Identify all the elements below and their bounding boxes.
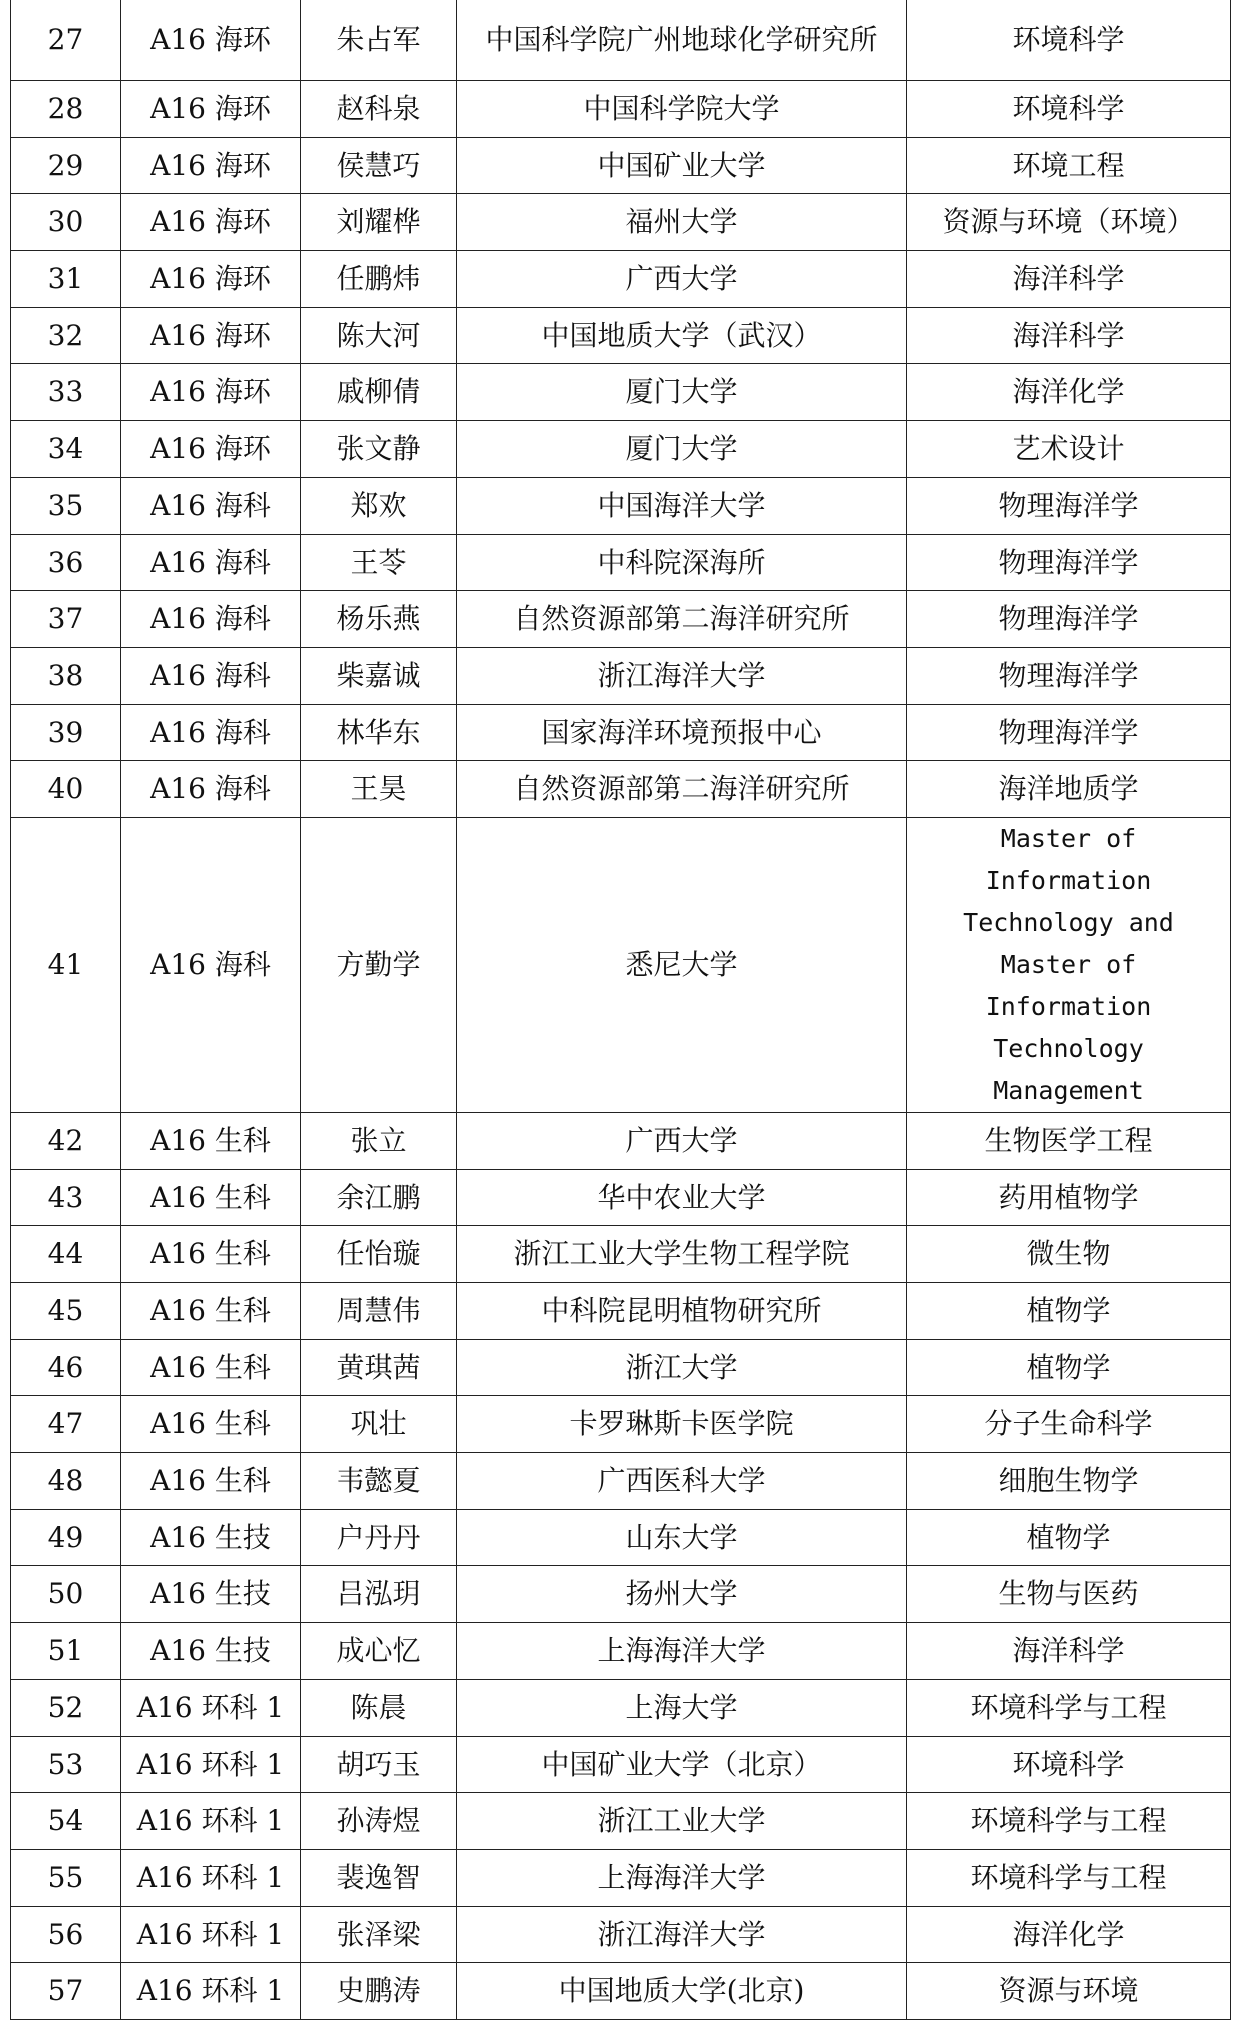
row-number-cell: 45 (11, 1283, 121, 1340)
row-number-cell: 50 (11, 1566, 121, 1623)
school-cell: 自然资源部第二海洋研究所 (457, 761, 907, 818)
table-row (11, 591, 1231, 648)
row-number-cell: 44 (11, 1226, 121, 1283)
major-cell: 植物学 (907, 1283, 1231, 1340)
class-cell: A16 环科 1 (121, 1963, 301, 2020)
school-cell: 广西大学 (457, 1112, 907, 1169)
class-cell: A16 生技 (121, 1509, 301, 1566)
school-cell: 上海大学 (457, 1679, 907, 1736)
major-cell: 生物与医药 (907, 1566, 1231, 1623)
major-cell: 环境科学 (907, 81, 1231, 138)
row-number-cell: 31 (11, 251, 121, 308)
class-cell: A16 海环 (121, 364, 301, 421)
major-cell: 资源与环境（环境） (907, 194, 1231, 251)
major-cell: 环境科学 (907, 1736, 1231, 1793)
school-cell: 广西医科大学 (457, 1453, 907, 1510)
admission-table (10, 0, 1231, 2020)
major-cell: 资源与环境 (907, 1963, 1231, 2020)
major-cell: 海洋科学 (907, 1623, 1231, 1680)
student-name-cell: 陈大河 (301, 307, 457, 364)
school-cell: 浙江工业大学 (457, 1793, 907, 1850)
major-cell: 植物学 (907, 1509, 1231, 1566)
row-number-cell: 46 (11, 1339, 121, 1396)
school-cell: 华中农业大学 (457, 1169, 907, 1226)
student-name-cell: 余江鹏 (301, 1169, 457, 1226)
school-cell: 上海海洋大学 (457, 1623, 907, 1680)
major-cell: 海洋化学 (907, 1906, 1231, 1963)
row-number-cell: 41 (11, 817, 121, 1112)
student-name-cell: 陈晨 (301, 1679, 457, 1736)
table-row (11, 137, 1231, 194)
school-cell: 浙江工业大学生物工程学院 (457, 1226, 907, 1283)
student-name-cell: 柴嘉诚 (301, 647, 457, 704)
major-cell: 环境工程 (907, 137, 1231, 194)
school-cell: 厦门大学 (457, 364, 907, 421)
table-row (11, 817, 1231, 1112)
major-cell: 海洋科学 (907, 307, 1231, 364)
student-name-cell: 周慧伟 (301, 1283, 457, 1340)
table-row (11, 0, 1231, 81)
row-number-cell: 47 (11, 1396, 121, 1453)
row-number-cell: 51 (11, 1623, 121, 1680)
student-name-cell: 侯慧巧 (301, 137, 457, 194)
class-cell: A16 海环 (121, 421, 301, 478)
row-number-cell: 52 (11, 1679, 121, 1736)
school-cell: 上海海洋大学 (457, 1849, 907, 1906)
school-cell: 山东大学 (457, 1509, 907, 1566)
major-cell: 细胞生物学 (907, 1453, 1231, 1510)
class-cell: A16 海科 (121, 704, 301, 761)
class-cell: A16 海环 (121, 307, 301, 364)
student-name-cell: 成心忆 (301, 1623, 457, 1680)
table-row (11, 647, 1231, 704)
table-row (11, 1906, 1231, 1963)
school-cell: 中国科学院大学 (457, 81, 907, 138)
student-name-cell: 郑欢 (301, 477, 457, 534)
school-cell: 中国地质大学（武汉） (457, 307, 907, 364)
class-cell: A16 海科 (121, 817, 301, 1112)
class-cell: A16 海环 (121, 251, 301, 308)
table-row (11, 1453, 1231, 1510)
major-cell: Master of Information Technology and Master of Information Technology Management (907, 817, 1231, 1112)
major-cell: 海洋化学 (907, 364, 1231, 421)
row-number-cell: 49 (11, 1509, 121, 1566)
major-cell: 物理海洋学 (907, 534, 1231, 591)
major-cell: 环境科学 (907, 0, 1231, 81)
major-cell: 植物学 (907, 1339, 1231, 1396)
major-cell: 环境科学与工程 (907, 1849, 1231, 1906)
class-cell: A16 海环 (121, 0, 301, 81)
school-cell: 中科院昆明植物研究所 (457, 1283, 907, 1340)
school-cell: 浙江大学 (457, 1339, 907, 1396)
table-row (11, 1736, 1231, 1793)
major-cell: 分子生命科学 (907, 1396, 1231, 1453)
student-name-cell: 史鹏涛 (301, 1963, 457, 2020)
class-cell: A16 生技 (121, 1566, 301, 1623)
class-cell: A16 生科 (121, 1283, 301, 1340)
row-number-cell: 42 (11, 1112, 121, 1169)
row-number-cell: 48 (11, 1453, 121, 1510)
class-cell: A16 生科 (121, 1169, 301, 1226)
student-name-cell: 吕泓玥 (301, 1566, 457, 1623)
student-name-cell: 任鹏炜 (301, 251, 457, 308)
major-cell: 艺术设计 (907, 421, 1231, 478)
table-row (11, 1793, 1231, 1850)
school-cell: 中国科学院广州地球化学研究所 (457, 0, 907, 81)
school-cell: 自然资源部第二海洋研究所 (457, 591, 907, 648)
class-cell: A16 环科 1 (121, 1736, 301, 1793)
class-cell: A16 生科 (121, 1226, 301, 1283)
class-cell: A16 生技 (121, 1623, 301, 1680)
student-name-cell: 王苓 (301, 534, 457, 591)
row-number-cell: 33 (11, 364, 121, 421)
class-cell: A16 海环 (121, 137, 301, 194)
student-name-cell: 胡巧玉 (301, 1736, 457, 1793)
major-cell: 环境科学与工程 (907, 1793, 1231, 1850)
class-cell: A16 生科 (121, 1112, 301, 1169)
class-cell: A16 环科 1 (121, 1793, 301, 1850)
class-cell: A16 环科 1 (121, 1906, 301, 1963)
table-row (11, 1509, 1231, 1566)
school-cell: 悉尼大学 (457, 817, 907, 1112)
row-number-cell: 29 (11, 137, 121, 194)
major-cell: 微生物 (907, 1226, 1231, 1283)
class-cell: A16 海科 (121, 591, 301, 648)
row-number-cell: 37 (11, 591, 121, 648)
school-cell: 扬州大学 (457, 1566, 907, 1623)
student-name-cell: 戚柳倩 (301, 364, 457, 421)
row-number-cell: 32 (11, 307, 121, 364)
school-cell: 中国矿业大学 (457, 137, 907, 194)
row-number-cell: 43 (11, 1169, 121, 1226)
table-row (11, 477, 1231, 534)
table-row (11, 1963, 1231, 2020)
table-row (11, 1283, 1231, 1340)
student-name-cell: 张泽梁 (301, 1906, 457, 1963)
class-cell: A16 环科 1 (121, 1679, 301, 1736)
major-cell: 药用植物学 (907, 1169, 1231, 1226)
major-cell: 海洋地质学 (907, 761, 1231, 818)
school-cell: 福州大学 (457, 194, 907, 251)
row-number-cell: 38 (11, 647, 121, 704)
student-name-cell: 裴逸智 (301, 1849, 457, 1906)
row-number-cell: 39 (11, 704, 121, 761)
major-cell: 生物医学工程 (907, 1112, 1231, 1169)
row-number-cell: 34 (11, 421, 121, 478)
major-cell: 物理海洋学 (907, 477, 1231, 534)
student-name-cell: 赵科泉 (301, 81, 457, 138)
row-number-cell: 36 (11, 534, 121, 591)
table-row (11, 1339, 1231, 1396)
table-row (11, 1849, 1231, 1906)
table-row (11, 1679, 1231, 1736)
table-row (11, 364, 1231, 421)
table-row (11, 761, 1231, 818)
school-cell: 国家海洋环境预报中心 (457, 704, 907, 761)
school-cell: 广西大学 (457, 251, 907, 308)
student-name-cell: 户丹丹 (301, 1509, 457, 1566)
student-name-cell: 韦懿夏 (301, 1453, 457, 1510)
student-name-cell: 杨乐燕 (301, 591, 457, 648)
student-name-cell: 朱占军 (301, 0, 457, 81)
major-cell: 环境科学与工程 (907, 1679, 1231, 1736)
class-cell: A16 环科 1 (121, 1849, 301, 1906)
table-row (11, 194, 1231, 251)
student-name-cell: 林华东 (301, 704, 457, 761)
row-number-cell: 35 (11, 477, 121, 534)
class-cell: A16 海科 (121, 477, 301, 534)
major-cell: 物理海洋学 (907, 647, 1231, 704)
table-row (11, 251, 1231, 308)
class-cell: A16 海环 (121, 81, 301, 138)
table-row (11, 1623, 1231, 1680)
school-cell: 厦门大学 (457, 421, 907, 478)
school-cell: 浙江海洋大学 (457, 1906, 907, 1963)
student-name-cell: 张文静 (301, 421, 457, 478)
school-cell: 卡罗琳斯卡医学院 (457, 1396, 907, 1453)
table-body (11, 0, 1231, 2019)
table-row (11, 1226, 1231, 1283)
table-row (11, 307, 1231, 364)
school-cell: 中国海洋大学 (457, 477, 907, 534)
major-cell: 海洋科学 (907, 251, 1231, 308)
row-number-cell: 54 (11, 1793, 121, 1850)
student-name-cell: 张立 (301, 1112, 457, 1169)
major-cell: 物理海洋学 (907, 591, 1231, 648)
student-name-cell: 巩壮 (301, 1396, 457, 1453)
class-cell: A16 海环 (121, 194, 301, 251)
student-name-cell: 孙涛煜 (301, 1793, 457, 1850)
row-number-cell: 40 (11, 761, 121, 818)
school-cell: 浙江海洋大学 (457, 647, 907, 704)
row-number-cell: 55 (11, 1849, 121, 1906)
student-name-cell: 王昊 (301, 761, 457, 818)
class-cell: A16 生科 (121, 1339, 301, 1396)
table-row (11, 534, 1231, 591)
table-row (11, 704, 1231, 761)
row-number-cell: 30 (11, 194, 121, 251)
class-cell: A16 生科 (121, 1453, 301, 1510)
row-number-cell: 53 (11, 1736, 121, 1793)
row-number-cell: 28 (11, 81, 121, 138)
table-row (11, 81, 1231, 138)
student-name-cell: 黄琪茜 (301, 1339, 457, 1396)
class-cell: A16 海科 (121, 761, 301, 818)
table-row (11, 421, 1231, 478)
table-row (11, 1396, 1231, 1453)
student-name-cell: 方勤学 (301, 817, 457, 1112)
row-number-cell: 57 (11, 1963, 121, 2020)
class-cell: A16 海科 (121, 647, 301, 704)
school-cell: 中科院深海所 (457, 534, 907, 591)
table-row (11, 1566, 1231, 1623)
school-cell: 中国地质大学(北京) (457, 1963, 907, 2020)
class-cell: A16 海科 (121, 534, 301, 591)
major-cell: 物理海洋学 (907, 704, 1231, 761)
row-number-cell: 56 (11, 1906, 121, 1963)
table-row (11, 1169, 1231, 1226)
student-name-cell: 刘耀桦 (301, 194, 457, 251)
row-number-cell: 27 (11, 0, 121, 81)
school-cell: 中国矿业大学（北京） (457, 1736, 907, 1793)
table-row (11, 1112, 1231, 1169)
student-name-cell: 任怡璇 (301, 1226, 457, 1283)
class-cell: A16 生科 (121, 1396, 301, 1453)
